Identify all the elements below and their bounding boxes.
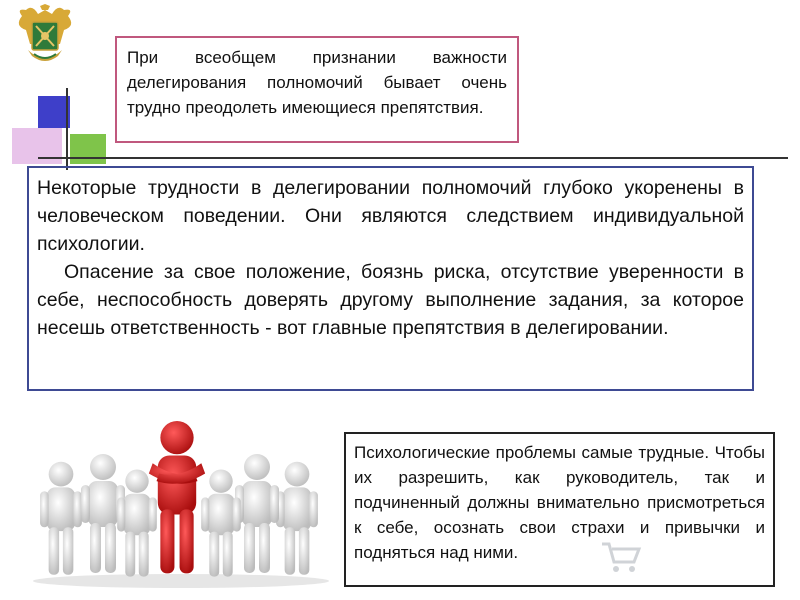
main-text-box <box>27 166 754 391</box>
main-paragraph-2: Опасение за свое положение, боязнь риска, отсутствие уверенности в себе, неспособность доверять другому выполнение задания, за которое несешь ответственность - вот главные препятствия в делегировании. <box>37 261 744 339</box>
decor-green-square <box>70 134 106 164</box>
bottom-text-box <box>344 432 775 587</box>
cart-watermark-icon <box>600 540 642 574</box>
main-paragraph-1: Некоторые трудности в делегировании полномочий глубоко укоренены в человеческом поведении. Они являются следствием индивидуальной психологии. <box>37 177 744 255</box>
bottom-text: Психологические проблемы самые трудные. Чтобы их разрешить, как руководитель, так и подчиненный должны внимательно присмотреться к себе, осознать свои страхи и привычки и подняться над ними. <box>354 443 765 562</box>
top-text: При всеобщем признании важности делегирования полномочий бывает очень трудно преодолеть имеющиеся препятствия. <box>127 48 507 117</box>
decor-horizontal-line <box>38 157 788 159</box>
top-text-box <box>115 36 519 143</box>
coat-of-arms-emblem-icon <box>14 4 76 70</box>
group-of-people-with-red-leader-icon <box>25 405 337 590</box>
